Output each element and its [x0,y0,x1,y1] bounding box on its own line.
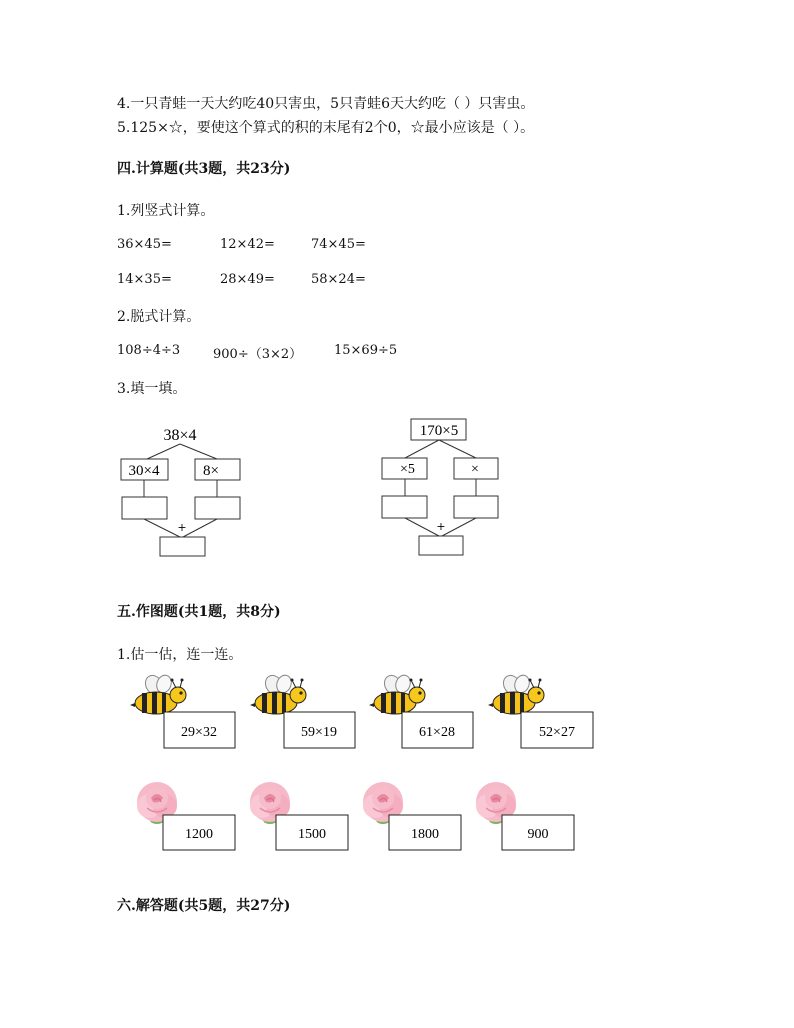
calc-item: 36×45= [117,237,172,252]
question-5: 5.125×☆，要使这个算式的积的末尾有2个0，☆最小应该是（ ）。 [117,120,535,136]
vertical-calc-title: 1.列竖式计算。 [117,203,215,219]
step-calc-item: 15×69÷5 [334,343,398,358]
calc-item: 74×45= [311,237,366,252]
bee-expression: 29×32 [181,725,217,740]
bee-expression: 52×27 [539,725,575,740]
flower-value: 1500 [298,827,326,842]
flower-value: 1800 [411,827,439,842]
diagram-box-label: 8× [203,463,219,479]
plus-sign: + [436,520,446,533]
calc-item: 28×49= [220,272,275,287]
calc-item: 14×35= [117,272,172,287]
step-calc-item: 900÷（3×2） [213,347,303,362]
question-4: 4.一只青蛙一天大约吃40只害虫，5只青蛙6天大约吃（ ）只害虫。 [117,96,535,112]
diagram-box-label: 30×4 [128,463,160,479]
flower-value: 1200 [185,827,213,842]
bee-icon [369,672,425,714]
bee-expression: 59×19 [301,725,337,740]
diagram-top-label: 38×4 [163,427,197,444]
estimate-connect-title: 1.估一估，连一连。 [117,647,243,663]
step-calc-item: 108÷4÷3 [117,343,181,358]
bee-icon [250,672,306,714]
bee-icon [130,672,186,714]
bee-expression: 61×28 [419,725,455,740]
calc-item: 12×42= [220,237,275,252]
diagram-box-label: ×5 [400,462,415,477]
plus-sign: + [177,521,187,534]
diagram-top-label: 170×5 [419,423,459,439]
diagram-box-label: × [471,462,479,477]
fill-in-title: 3.填一填。 [117,381,187,397]
step-calc-title: 2.脱式计算。 [117,309,201,325]
section-6-heading: 六.解答题(共5题，共27分) [117,898,291,914]
bee-icon [488,672,544,714]
section-5-heading: 五.作图题(共1题，共8分) [117,604,281,620]
calc-item: 58×24= [311,272,366,287]
section-4-heading: 四.计算题(共3题，共23分) [117,161,291,177]
flower-value: 900 [527,827,549,842]
